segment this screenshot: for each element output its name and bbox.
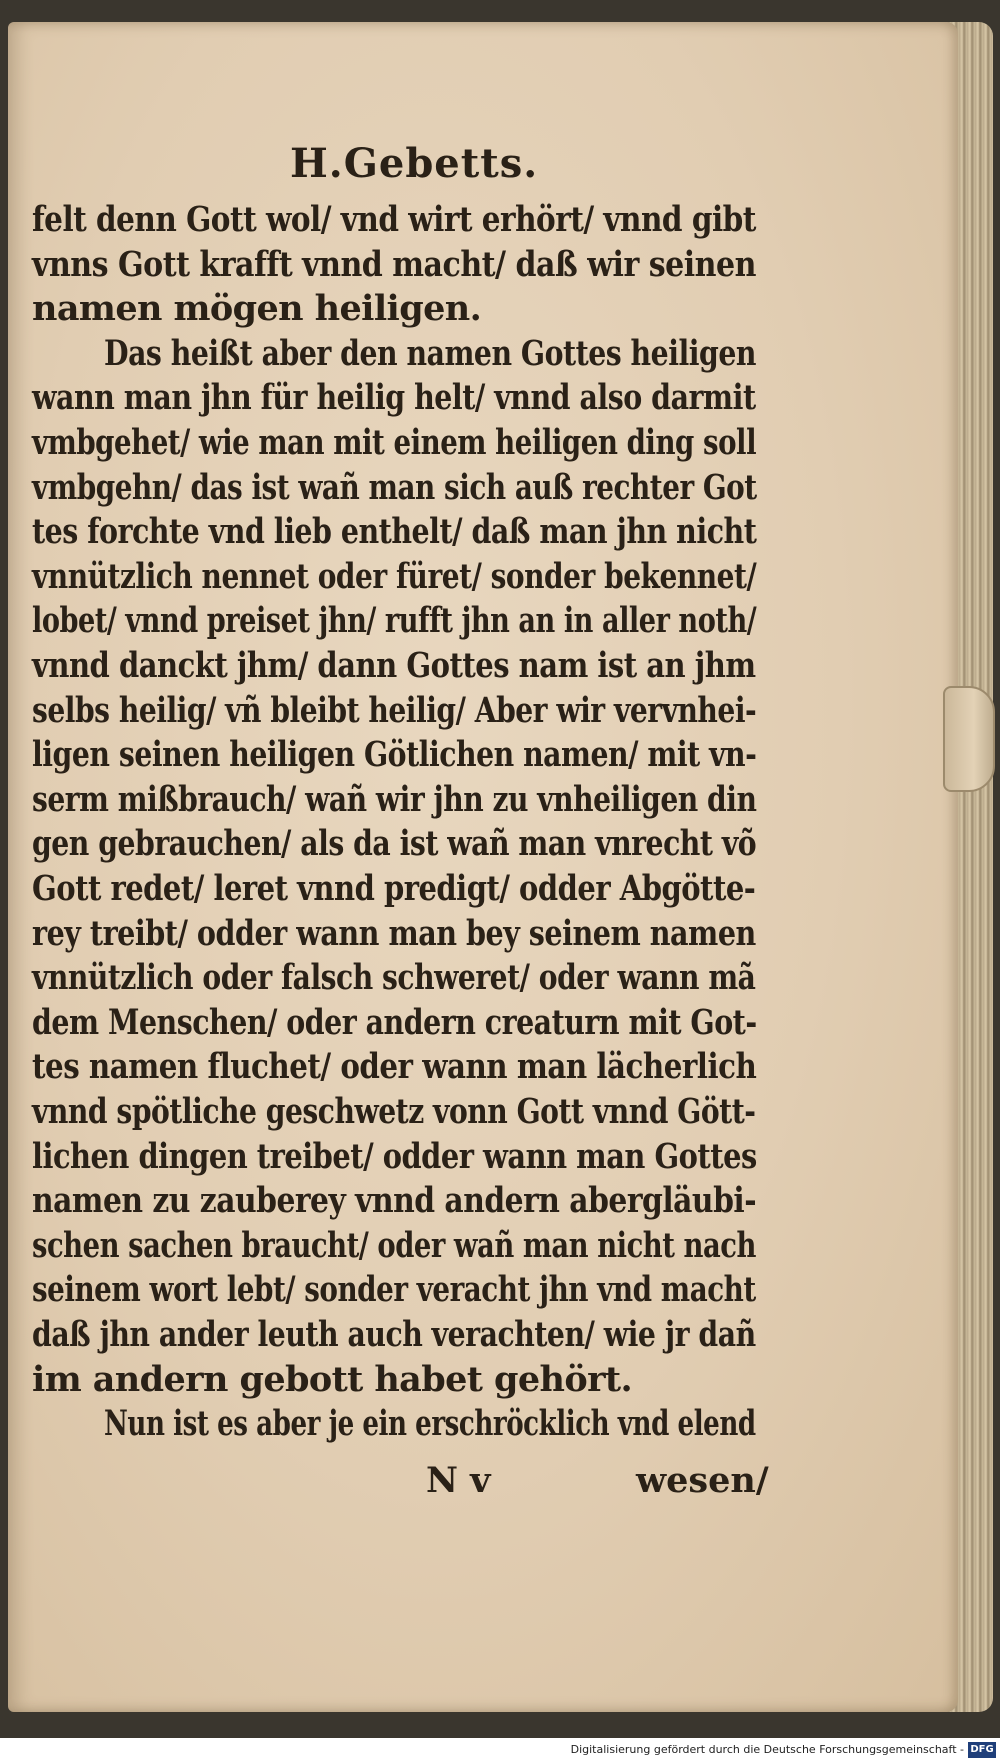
text-line: wann man jhn für heilig helt/ vnnd also darmit [32,377,756,419]
text-line: daß jhn ander leuth auch verachten/ wie jr dañ [32,1314,756,1355]
text-line: lichen dingen treibet/ odder wann man Gottes [32,1135,757,1177]
text-line: ligen seinen heiligen Götlichen namen/ mit vn- [32,734,757,776]
text-line: Gott redet/ leret vnnd predigt/ odder Abgötte- [32,868,756,909]
text-line: dem Menschen/ oder andern creaturn mit Got- [32,1001,757,1043]
text-line: vmbgehet/ wie man mit einem heiligen ding soll [32,422,757,463]
text-line: namen mögen heiligen. [32,288,482,330]
catchword: wesen/ [636,1460,769,1501]
text-line: selbs heilig/ vñ bleibt heilig/ Aber wir vervnhei- [32,689,757,731]
signature-mark: N v [426,1460,491,1501]
text-line: vnns Gott krafft vnnd macht/ daß wir seinen [32,243,756,285]
book-page [8,22,958,1712]
text-line: serm mißbrauch/ wañ wir jhn zu vnheiligen din [32,778,757,820]
text-line: Nun ist es aber je ein erschröcklich vnd elend [104,1403,756,1445]
text-line: vnnd danckt jhm/ dann Gottes nam ist an jhm [32,645,756,686]
text-line: schen sachen braucht/ oder wañ man nicht nach [32,1224,756,1266]
text-line: im andern gebott habet gehört. [32,1358,633,1400]
text-line: rey treibt/ odder wann man bey seinem namen [32,912,756,954]
text-line: gen gebrauchen/ als da ist wañ man vnrecht võ [32,823,757,865]
text-line: lobet/ vnnd preiset jhn/ rufft jhn an in aller noth/ [32,600,757,642]
text-line: vnnützlich nennet oder füret/ sonder bekennet/ [32,555,757,597]
text-line: felt denn Gott wol/ vnd wirt erhört/ vnnd gibt [32,199,756,240]
dfg-logo: DFG [968,1742,996,1758]
page-clip [943,686,995,792]
text-line: namen zu zauberey vnnd andern abergläubi- [32,1180,757,1222]
footer-bar [0,1738,1000,1764]
text-line: vmbgehn/ das ist wañ man sich auß rechter Got [32,466,757,508]
page-text-block [8,22,958,1712]
text-line: tes forchte vnd lieb enthelt/ daß man jhn nicht [32,511,757,553]
text-line: vnnützlich oder falsch schweret/ oder wann mã [32,957,756,999]
footer-credit: Digitalisierung gefördert durch die Deutsche Forschungsgemeinschaft - [570,1743,964,1756]
running-head: H.Gebetts. [290,140,539,187]
text-line: Das heißt aber den namen Gottes heiligen [104,332,756,374]
text-line: tes namen fluchet/ oder wann man lächerlich [32,1046,757,1088]
text-line: seinem wort lebt/ sonder veracht jhn vnd macht [32,1269,756,1311]
text-line: vnnd spötliche geschwetz vonn Gott vnnd Gött- [32,1091,756,1132]
